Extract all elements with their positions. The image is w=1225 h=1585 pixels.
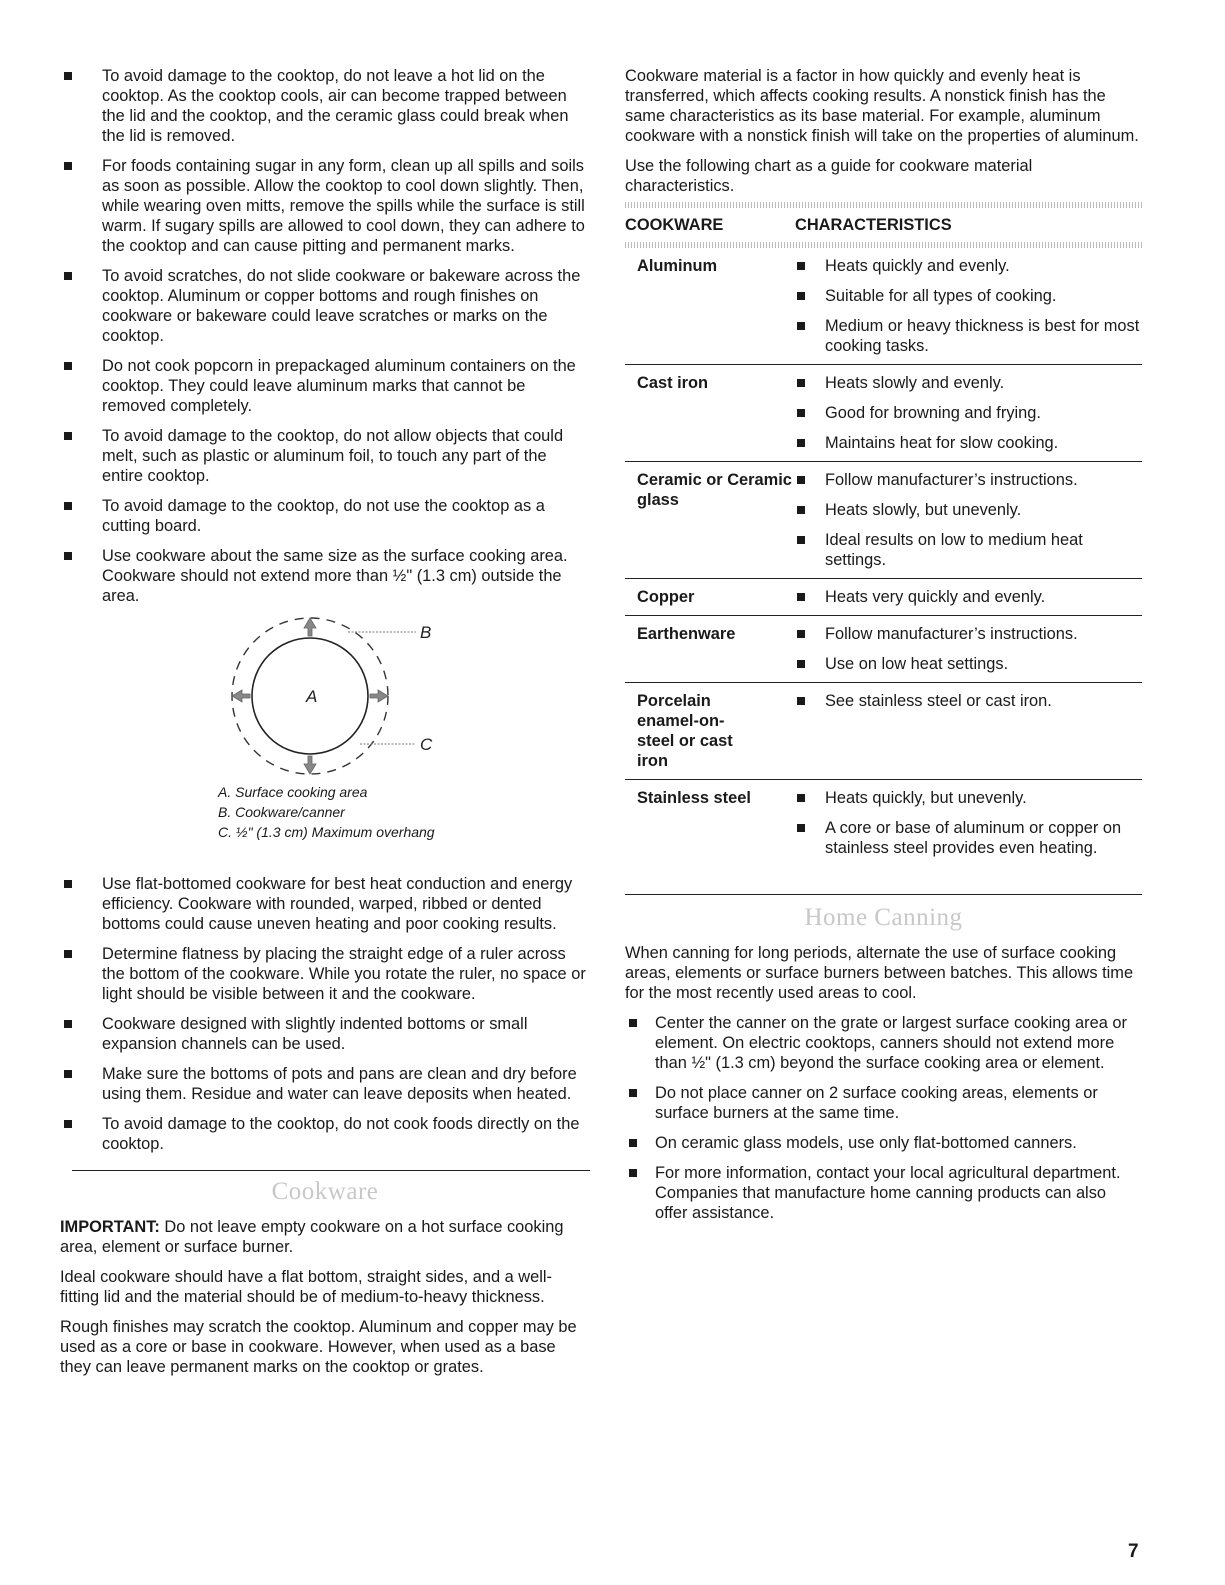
cookware-overhang-figure	[60, 616, 590, 866]
trait-item: Heats slowly and evenly.	[795, 373, 1142, 393]
list-item: Make sure the bottoms of pots and pans are clean and dry before using them. Residue and water can leave deposits when heated.	[60, 1064, 590, 1104]
list-item: Determine flatness by placing the straight edge of a ruler across the bottom of the cookware. While you rotate the ruler, no space or light should be visible between it and the cookware.	[60, 944, 590, 1004]
list-item: To avoid scratches, do not slide cookware or bakeware across the cooktop. Aluminum or copper bottoms and rough finishes on cookware or bakeware could leave scratches or marks on the cooktop.	[60, 266, 590, 346]
trait-item: Medium or heavy thickness is best for most cooking tasks.	[795, 316, 1142, 356]
list-item: Do not place canner on 2 surface cooking areas, elements or surface burners at the same time.	[625, 1083, 1142, 1123]
header-characteristics: CHARACTERISTICS	[795, 216, 952, 234]
list-item: On ceramic glass models, use only flat-bottomed canners.	[625, 1133, 1142, 1153]
label-c: C	[420, 735, 433, 754]
home-canning-heading: Home Canning	[804, 904, 963, 931]
cooktop-care-list	[60, 66, 590, 606]
right-column	[625, 66, 1142, 1233]
cookware-characteristics-table	[625, 208, 1142, 866]
caption-b: B. Cookware/canner	[218, 804, 345, 820]
caption-c: C. ½" (1.3 cm) Maximum overhang	[218, 824, 435, 840]
important-text: Do not leave empty cookware on a hot surface cooking area, element or surface burner.	[60, 1218, 564, 1256]
table-row	[625, 579, 1142, 616]
trait-item: A core or base of aluminum or copper on stainless steel provides even heating.	[795, 818, 1142, 858]
paragraph: Ideal cookware should have a flat bottom, straight sides, and a well-fitting lid and the material should be of medium-to-heavy thickness.	[60, 1268, 552, 1306]
trait-item: Suitable for all types of cooking.	[795, 286, 1142, 306]
list-item: Center the canner on the grate or largest surface cooking area or element. On electric cooktops, canners should not extend more than ½" (1.3 cm) beyond the surface cooking area or element.	[625, 1013, 1142, 1073]
cookware-tips-list	[60, 874, 590, 1154]
trait-item: Heats quickly and evenly.	[795, 256, 1142, 276]
section-divider	[72, 1170, 590, 1171]
label-a: A	[306, 687, 318, 706]
list-item: For foods containing sugar in any form, clean up all spills and soils as soon as possible. Allow the cooktop to cool down slightly. Then, while wearing oven mitts, remove the spills while the surface is still warm. If sugary spills are allowed to cool down, they can adhere to the cooktop and can cause pitting and permanent marks.	[60, 156, 590, 256]
table-header-row	[625, 208, 1142, 242]
cookware-heading: Cookware	[271, 1178, 379, 1205]
trait-item: See stainless steel or cast iron.	[795, 691, 1142, 711]
important-note	[60, 1217, 590, 1257]
table-row	[625, 248, 1142, 365]
list-item: To avoid damage to the cooktop, do not cook foods directly on the cooktop.	[60, 1114, 590, 1154]
list-item: Do not cook popcorn in prepackaged aluminum containers on the cooktop. They could leave aluminum marks that cannot be removed completely.	[60, 356, 590, 416]
material-name: Copper	[625, 579, 795, 616]
figure-captions	[218, 782, 435, 842]
table-row	[625, 462, 1142, 579]
table-row	[625, 616, 1142, 683]
paragraph: Use the following chart as a guide for cookware material characteristics.	[625, 157, 1033, 195]
left-column	[60, 66, 590, 1387]
important-label: IMPORTANT:	[60, 1218, 160, 1236]
paragraph: Rough finishes may scratch the cooktop. Aluminum and copper may be used as a core or base in cookware. However, when used as a base they can leave permanent marks on the cooktop or grates.	[60, 1318, 577, 1376]
paragraph: Cookware material is a factor in how quickly and evenly heat is transferred, which affects cooking results. A nonstick finish has the same characteristics as its base material. For example, aluminum cookware with a nonstick finish will take on the properties of aluminum.	[625, 67, 1139, 145]
trait-item: Ideal results on low to medium heat settings.	[795, 530, 1142, 570]
header-cookware: COOKWARE	[625, 216, 724, 234]
material-name: Earthenware	[625, 616, 795, 683]
canning-list	[625, 1013, 1142, 1223]
page-number: 7	[1128, 1541, 1139, 1562]
trait-item: Follow manufacturer’s instructions.	[795, 624, 1142, 644]
section-divider	[625, 894, 1142, 895]
material-name: Cast iron	[625, 365, 795, 462]
list-item: Use flat-bottomed cookware for best heat conduction and energy efficiency. Cookware with rounded, warped, ribbed or dented bottoms could cause uneven heating and poor cooking results.	[60, 874, 590, 934]
list-item: To avoid damage to the cooktop, do not allow objects that could melt, such as plastic or aluminum foil, to touch any part of the entire cooktop.	[60, 426, 590, 486]
caption-a: A. Surface cooking area	[218, 784, 368, 800]
material-name: Stainless steel	[637, 789, 751, 807]
trait-item: Use on low heat settings.	[795, 654, 1142, 674]
overhang-diagram	[210, 616, 510, 781]
trait-item: Maintains heat for slow cooking.	[795, 433, 1142, 453]
trait-item: Heats quickly, but unevenly.	[795, 788, 1142, 808]
material-name: Aluminum	[625, 248, 795, 365]
trait-item: Follow manufacturer’s instructions.	[795, 470, 1142, 490]
list-item: For more information, contact your local agricultural department. Companies that manufacture home canning products can also offer assistance.	[625, 1163, 1142, 1223]
trait-item: Good for browning and frying.	[795, 403, 1142, 423]
list-item: Cookware designed with slightly indented bottoms or small expansion channels can be used.	[60, 1014, 590, 1054]
trait-item: Heats slowly, but unevenly.	[795, 500, 1142, 520]
table-row	[625, 780, 1142, 867]
trait-item: Heats very quickly and evenly.	[795, 587, 1142, 607]
label-b: B	[420, 623, 432, 642]
material-name: Porcelain enamel-on-steel or cast iron	[625, 683, 795, 780]
table-row	[625, 683, 1142, 780]
table-row	[625, 365, 1142, 462]
list-item: To avoid damage to the cooktop, do not use the cooktop as a cutting board.	[60, 496, 590, 536]
list-item: Use cookware about the same size as the surface cooking area. Cookware should not extend more than ½" (1.3 cm) outside the area.	[60, 546, 590, 606]
paragraph: When canning for long periods, alternate the use of surface cooking areas, elements or surface burners between batches. This allows time for the most recently used areas to cool.	[625, 944, 1134, 1002]
list-item: To avoid damage to the cooktop, do not leave a hot lid on the cooktop. As the cooktop cools, air can become trapped between the lid and the cooktop, and the ceramic glass could break when the lid is removed.	[60, 66, 590, 146]
material-name: Ceramic or Ceramic glass	[625, 462, 795, 579]
